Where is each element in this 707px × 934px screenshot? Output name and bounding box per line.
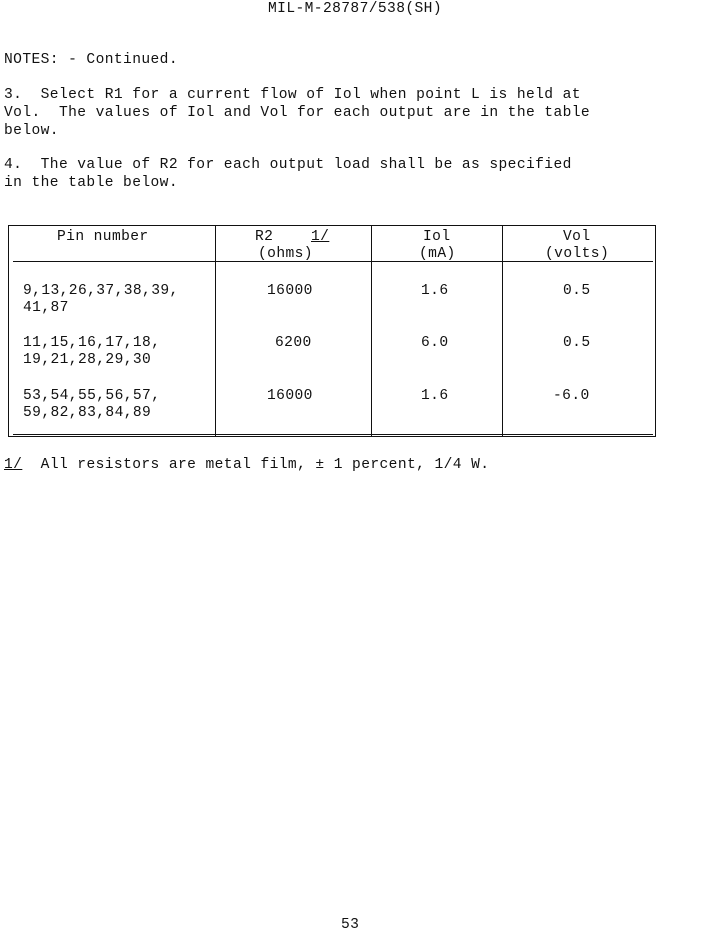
table-divider xyxy=(371,226,372,436)
row-2-pins-line-1: 11,15,16,17,18, xyxy=(23,335,161,351)
row-2-iol: 6.0 xyxy=(421,335,449,351)
table-divider xyxy=(502,226,503,436)
footnote-marker: 1/ xyxy=(4,457,23,473)
note-3-line-3: below. xyxy=(4,123,59,139)
note-3-line-1: 3. Select R1 for a current flow of Iol when point L is held at xyxy=(4,87,581,103)
row-2-pins-line-2: 19,21,28,29,30 xyxy=(23,352,152,368)
note-4-line-2: in the table below. xyxy=(4,175,178,191)
page-number: 53 xyxy=(341,917,360,933)
row-1-pins-line-1: 9,13,26,37,38,39, xyxy=(23,283,179,299)
row-1-iol: 1.6 xyxy=(421,283,449,299)
footnote xyxy=(4,456,489,474)
row-1-r2: 16000 xyxy=(267,283,313,299)
footnote-text-before: All resistors are metal film, xyxy=(40,457,316,473)
plus-minus-symbol: ± xyxy=(315,457,325,473)
row-2-vol: 0.5 xyxy=(563,335,591,351)
header-vol: Vol xyxy=(563,229,591,245)
row-3-r2: 16000 xyxy=(267,388,313,404)
row-3-iol: 1.6 xyxy=(421,388,449,404)
header-pin-number: Pin number xyxy=(57,229,149,245)
header-r2: R2 xyxy=(255,229,274,245)
row-3-pins-line-1: 53,54,55,56,57, xyxy=(23,388,161,404)
row-1-vol: 0.5 xyxy=(563,283,591,299)
row-3-pins-line-2: 59,82,83,84,89 xyxy=(23,405,152,421)
footnote-text-after: 1 percent, 1/4 W. xyxy=(324,457,490,473)
table-divider xyxy=(215,226,216,436)
note-3-line-2: Vol. The values of Iol and Vol for each output are in the table xyxy=(4,105,591,121)
row-1-pins-line-2: 41,87 xyxy=(23,300,69,316)
row-3-vol: -6.0 xyxy=(553,388,590,404)
header-iol: Iol xyxy=(423,229,451,245)
header-ma: (mA) xyxy=(419,246,456,262)
note-4-line-1: 4. The value of R2 for each output load shall be as specified xyxy=(4,157,572,173)
header-r2-footnote-ref: 1/ xyxy=(311,229,330,245)
document-header: MIL-M-28787/538(SH) xyxy=(268,1,442,17)
header-volts: (volts) xyxy=(545,246,610,262)
row-2-r2: 6200 xyxy=(275,335,312,351)
notes-heading: NOTES: - Continued. xyxy=(4,52,178,68)
header-ohms: (ohms) xyxy=(258,246,313,262)
resistor-table xyxy=(8,225,656,437)
footer-rule xyxy=(13,434,653,435)
